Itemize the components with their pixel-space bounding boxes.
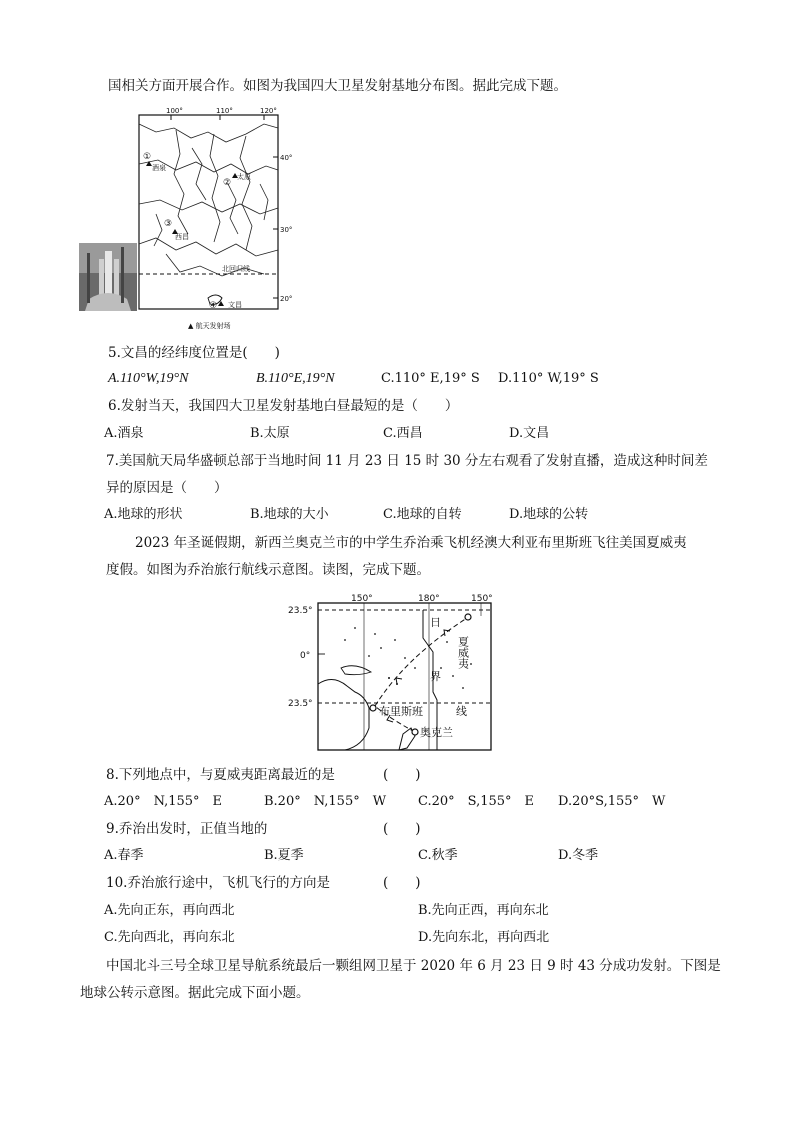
map1-frame bbox=[139, 115, 278, 309]
site-name: 太原 bbox=[237, 173, 251, 181]
question-9-option-d[interactable]: D.冬季 bbox=[558, 848, 599, 863]
intro-text-3-line-1: 中国北斗三号全球卫星导航系统最后一颗组网卫星于 2020 年 6 月 23 日 9 时 43 分成功发射。下图是 bbox=[106, 958, 721, 974]
brisbane-point bbox=[370, 705, 376, 711]
china-launch-sites-map bbox=[136, 104, 298, 332]
date-line-char: 日 bbox=[430, 616, 441, 629]
map2-frame bbox=[318, 603, 491, 750]
question-8-option-a[interactable]: A.20° N,155° E bbox=[104, 794, 223, 809]
question-8-stem: 8.下列地点中，与夏威夷距离最近的是 bbox=[106, 767, 335, 783]
intro-text-3-line-2: 地球公转示意图。据此完成下面小题。 bbox=[80, 985, 310, 1001]
question-6-option-a[interactable]: A.酒泉 bbox=[104, 426, 144, 441]
intro-text-2-line-1: 2023 年圣诞假期，新西兰奥克兰市的中学生乔治乘飞机经澳大利亚布里斯班飞往美国夏威夷 bbox=[135, 535, 687, 551]
question-6-option-b[interactable]: B.太原 bbox=[250, 426, 290, 441]
map1-lat-label: 20° bbox=[280, 295, 293, 303]
rocket-launch-photo bbox=[79, 243, 137, 311]
question-8-paren: ( ) bbox=[383, 767, 421, 783]
site-taiyuan bbox=[223, 172, 251, 188]
site-number: ③ bbox=[164, 219, 173, 229]
province-boundaries bbox=[139, 124, 278, 276]
intro-text-1: 国相关方面开展合作。如图为我国四大卫星发射基地分布图。据此完成下题。 bbox=[108, 78, 567, 94]
map2-lat-label: 23.5° bbox=[288, 699, 313, 709]
date-line-char: 界 bbox=[430, 670, 441, 683]
question-5-option-c[interactable]: C.110° E,19° S bbox=[381, 371, 480, 386]
map1-lon-label: 120° bbox=[260, 107, 277, 115]
map1-lat-label: 40° bbox=[280, 154, 293, 162]
question-6-option-c[interactable]: C.西昌 bbox=[383, 426, 423, 441]
map1-legend: ▲ 航天发射场 bbox=[188, 322, 231, 330]
question-8-option-b[interactable]: B.20° N,155° W bbox=[264, 794, 387, 809]
question-9-option-a[interactable]: A.春季 bbox=[104, 848, 144, 863]
site-name: 文昌 bbox=[228, 301, 242, 309]
site-xichang bbox=[164, 219, 189, 241]
map1-lon-label: 100° bbox=[166, 107, 183, 115]
map2-lat-label: 23.5° bbox=[288, 606, 313, 616]
question-5-stem: 5.文昌的经纬度位置是( ) bbox=[108, 345, 280, 361]
hawaii-point bbox=[465, 614, 471, 620]
question-7-option-a[interactable]: A.地球的形状 bbox=[104, 507, 183, 522]
question-10-option-d[interactable]: D.先向东北，再向西北 bbox=[418, 930, 550, 945]
question-10-option-b[interactable]: B.先向正西，再向东北 bbox=[418, 903, 549, 918]
map2-lon-label: 150° bbox=[471, 594, 493, 604]
site-number: ② bbox=[223, 178, 232, 188]
question-8-option-d[interactable]: D.20°S,155° W bbox=[558, 794, 666, 809]
site-number: ① bbox=[143, 152, 152, 162]
australia-outline bbox=[318, 679, 369, 750]
question-5-option-d[interactable]: D.110° W,19° S bbox=[498, 371, 599, 386]
new-guinea-outline bbox=[341, 666, 371, 675]
question-9-stem: 9.乔治出发时，正值当地的 bbox=[106, 821, 268, 837]
map1-lat-label: 30° bbox=[280, 226, 293, 234]
question-7-option-d[interactable]: D.地球的公转 bbox=[509, 507, 589, 522]
site-name: 酒泉 bbox=[152, 164, 166, 172]
question-9-option-b[interactable]: B.夏季 bbox=[264, 848, 304, 863]
question-7-option-b[interactable]: B.地球的大小 bbox=[250, 507, 329, 522]
map2-lon-label: 150° bbox=[351, 594, 373, 604]
auckland-label: 奥克兰 bbox=[420, 726, 453, 739]
question-8-option-c[interactable]: C.20° S,155° E bbox=[418, 794, 535, 809]
question-9-option-c[interactable]: C.秋季 bbox=[418, 848, 458, 863]
question-10-option-c[interactable]: C.先向西北，再向东北 bbox=[104, 930, 235, 945]
question-10-paren: ( ) bbox=[383, 875, 421, 891]
pacific-islands bbox=[344, 627, 472, 689]
auckland-point bbox=[412, 729, 418, 735]
flight-route-map bbox=[285, 588, 495, 754]
hawaii-label: 夏威夷 bbox=[456, 636, 470, 669]
question-7-option-c[interactable]: C.地球的自转 bbox=[383, 507, 462, 522]
question-7-stem-line-2: 异的原因是（ ） bbox=[106, 480, 228, 496]
question-9-paren: ( ) bbox=[383, 821, 421, 837]
question-5-option-b[interactable]: B.110°E,19°N bbox=[256, 371, 335, 386]
date-line-char: 线 bbox=[456, 705, 467, 718]
map1-lon-label: 110° bbox=[216, 107, 233, 115]
brisbane-label: 布里斯班 bbox=[379, 705, 423, 718]
question-6-stem: 6.发射当天，我国四大卫星发射基地白昼最短的是（ ） bbox=[108, 398, 459, 414]
site-jiuquan bbox=[143, 152, 166, 172]
map2-lon-label: 180° bbox=[418, 594, 440, 604]
question-10-stem: 10.乔治旅行途中，飞机飞行的方向是 bbox=[106, 875, 330, 891]
site-number: ④ bbox=[209, 301, 218, 311]
intro-text-2-line-2: 度假。如图为乔治旅行航线示意图。读图，完成下题。 bbox=[106, 562, 430, 578]
site-name: 西昌 bbox=[175, 233, 189, 241]
tropic-label: 北回归线 bbox=[222, 265, 250, 273]
question-7-stem-line-1: 7.美国航天局华盛顿总部于当地时间 11 月 23 日 15 时 30 分左右观看了发射直播，造成这种时间差 bbox=[106, 453, 708, 469]
map2-lat-label: 0° bbox=[300, 651, 311, 661]
question-10-option-a[interactable]: A.先向正东，再向西北 bbox=[104, 903, 235, 918]
question-5-option-a[interactable]: A.110°W,19°N bbox=[108, 371, 189, 386]
question-6-option-d[interactable]: D.文昌 bbox=[509, 426, 550, 441]
